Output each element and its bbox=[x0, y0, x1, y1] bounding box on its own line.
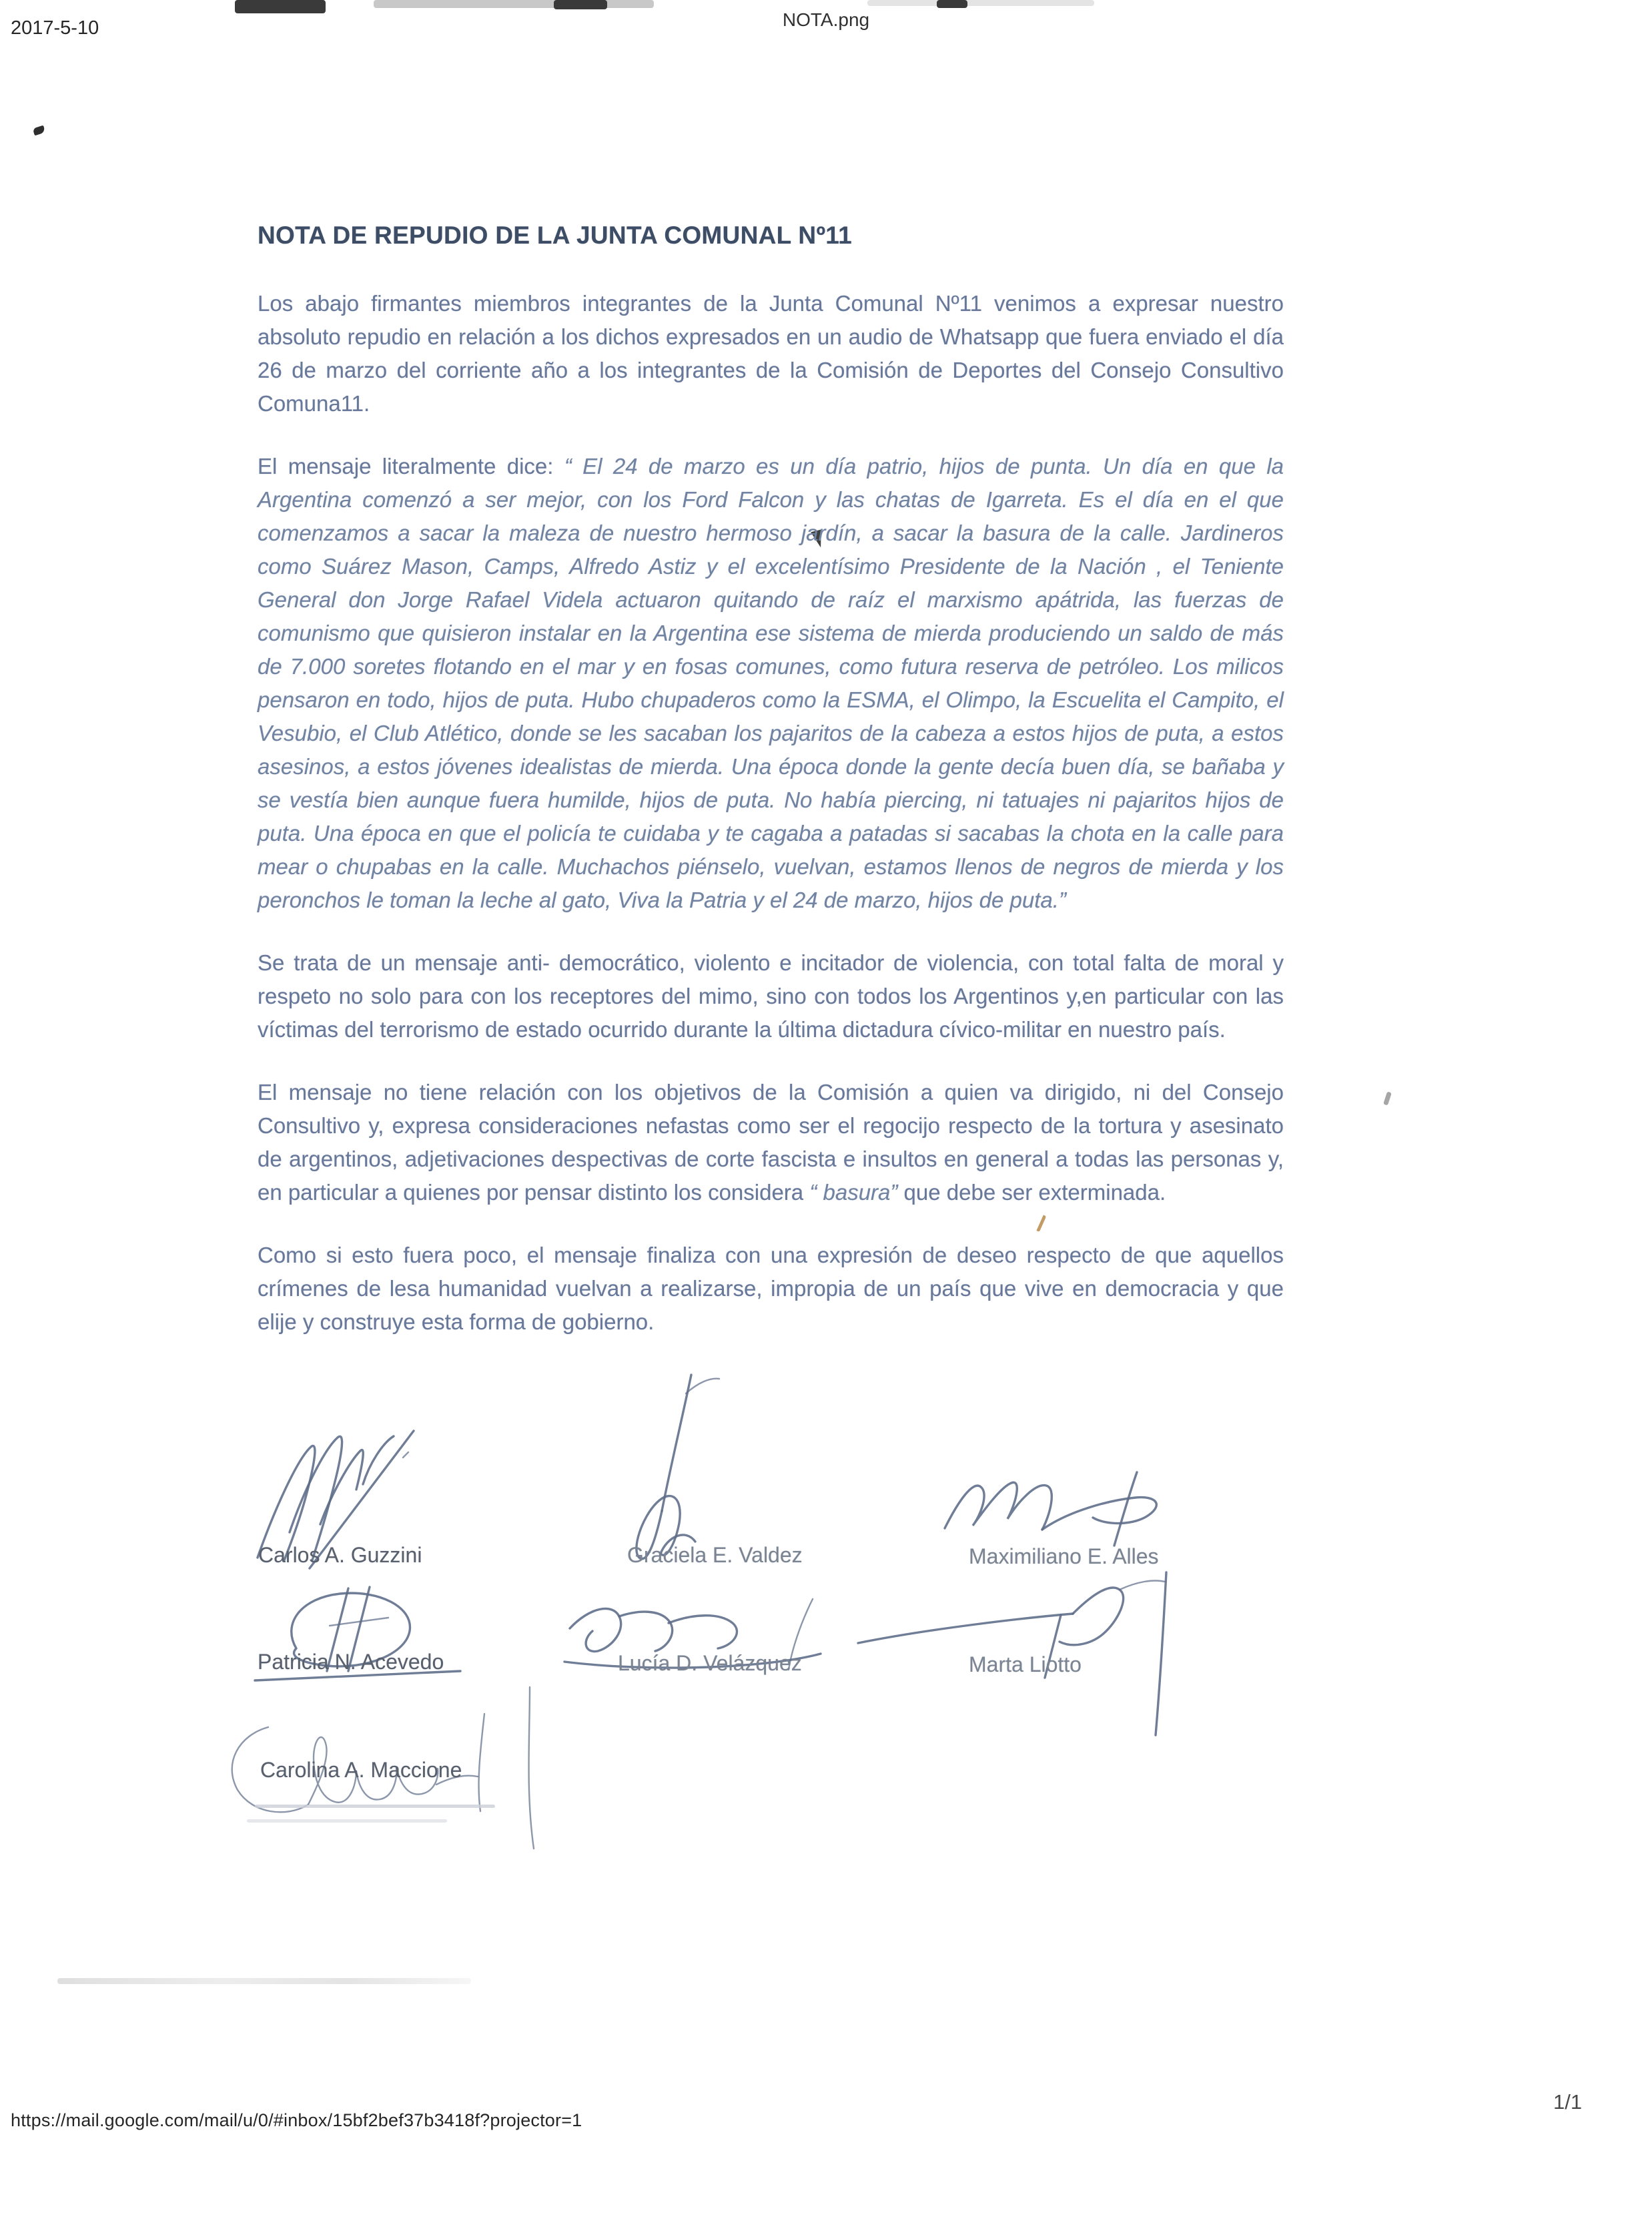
signature-label: Carolina A. Maccione bbox=[260, 1758, 462, 1782]
paragraph-context: El mensaje no tiene relación con los objetivos de la Comisión a quien va dirigido, ni del Consejo Consultivo y, expresa consideraciones nefastas como ser el regocijo respecto de la tortura y asesinato de argentinos, adjetivaciones despectivas de corte fascista e insultos en general a todas las personas y, en particular a quienes por pensar distinto los considera “ basura” que debe ser exterminada. bbox=[258, 1080, 1284, 1205]
scan-smudge bbox=[867, 0, 1094, 6]
scan-underline bbox=[255, 1805, 495, 1808]
letter-body bbox=[258, 219, 1284, 1368]
scan-underline bbox=[247, 1819, 447, 1823]
scan-smudge bbox=[937, 0, 967, 8]
signature-label: Graciela E. Valdez bbox=[627, 1543, 803, 1567]
scan-smudge bbox=[374, 0, 654, 8]
signature-label: Lucía D. Velázquez bbox=[618, 1651, 802, 1675]
print-date: 2017-5-10 bbox=[11, 17, 99, 39]
quoted-word-basura: “ basura” bbox=[809, 1180, 898, 1205]
scan-smudge bbox=[554, 0, 607, 9]
paragraph-quoted-message bbox=[258, 450, 1284, 917]
scan-smudge bbox=[235, 0, 326, 13]
signature-label: Carlos A. Guzzini bbox=[258, 1543, 422, 1567]
quote-lead-in: El mensaje literalmente dice: bbox=[258, 454, 564, 479]
scan-fold-line bbox=[57, 1978, 471, 1984]
paragraph-intro: Los abajo firmantes miembros integrantes de la Junta Comunal Nº11 venimos a expresar nuestro absoluto repudio en relación a los dichos expresados en un audio de Whatsapp que fuera enviado el día 26 de marzo del corriente año a los integrantes de la Comisión de Deportes del Consejo Consultivo Comuna11. bbox=[258, 291, 1284, 416]
signature-label: Patricia N. Acevedo bbox=[258, 1650, 444, 1674]
print-page-indicator: 1/1 bbox=[1553, 2090, 1583, 2114]
paragraph-closing: Como si esto fuera poco, el mensaje finaliza con una expresión de deseo respecto de que aquellos crímenes de lesa humanidad vuelvan a realizarse, impropia de un país que vive en democracia y que elije y construye esta forma de gobierno. bbox=[258, 1243, 1284, 1334]
scratch-artifact bbox=[1383, 1091, 1392, 1105]
signature-label: Maximiliano E. Alles bbox=[969, 1544, 1159, 1568]
letter-title: NOTA DE REPUDIO DE LA JUNTA COMUNAL Nº11 bbox=[258, 222, 852, 249]
paragraph-assessment: Se trata de un mensaje anti- democrático, violento e incitador de violencia, con total falta de moral y respeto no solo para con los receptores del mimo, sino con todos los Argentinos y,en particular con las víctimas del terrorismo de estado ocurrido durante la última dictadura cívico-militar en nuestro país. bbox=[258, 950, 1284, 1042]
print-filename: NOTA.png bbox=[782, 9, 870, 30]
signature-maximiliano-alles bbox=[931, 1447, 1198, 1560]
ink-speck bbox=[33, 125, 46, 136]
print-source-url: https://mail.google.com/mail/u/0/#inbox/15bf2bef37b3418f?projector=1 bbox=[11, 2110, 582, 2130]
signature-label: Marta Liotto bbox=[969, 1652, 1082, 1676]
quoted-audio-text: “ El 24 de marzo es un día patrio, hijos de punta. Un día en que la Argentina comenzó a ser mejor, con los Ford Falcon y las chatas de Igarreta. Es el día en el que comenzamos a sacar la maleza de nuestro hermoso jardín, a sacar la basura de la calle. Jardineros como Suárez Mason, Camps, Alfredo Astiz y el excelentísimo Presidente de la Nación , el Teniente General don Jorge Rafael Videla actuaron quitando de raíz el marxismo apátrida, las fuerzas de comunismo que quisieron instalar en la Argentina ese sistema de mierda produciendo un saldo de más de 7.000 soretes flotando en el mar y en fosas comunes, como futura reserva de petróleo. Los milicos pensaron en todo, hijos de puta. Hubo chupaderos como la ESMA, el Olimpo, la Escuelita el Campito, el Vesubio, el Club Atlético, donde se les sacaban los pajaritos de la cabeza a estos hijos de puta, a estos asesinos, a estos jóvenes idealistas de mierda. Una época donde la gente decía buen día, se bañaba y se vestía bien aunque fuera humilde, hijos de puta. No había piercing, ni tatuajes ni pajaritos hijos de puta. Una época en que el policía te cuidaba y te cagaba a patadas si sacabas la chota en la calle para mear o chupabas en la calle. Muchachos piénselo, vuelvan, estamos llenos de negros de mierda y los peronchos le toman la leche al gato, Viva la Patria y el 24 de marzo, hijos de puta.” bbox=[258, 454, 1284, 912]
